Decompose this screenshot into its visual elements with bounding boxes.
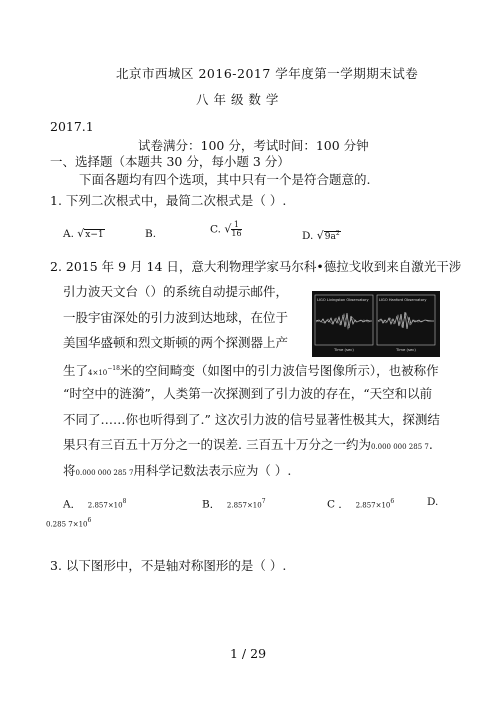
q2-option-d-label: D. <box>427 496 439 508</box>
q1-option-d: D. $√9a^2$ <box>302 229 340 242</box>
q2-line-1: 2. 2015 年 9 月 14 日，意大利物理学家马尔科•德拉戈收到来自激光干涉 <box>50 259 462 274</box>
left-plot-title: LIGO Livingston Observatory <box>317 298 369 302</box>
q2-line-7: 不同了……你也听得到了.” 这次引力波的信号显著性极其大，探测结 <box>63 412 440 427</box>
q1-option-c: C. √ $\frac{1}{16}$ <box>210 220 242 238</box>
q2-line-5: 生了$4\times 10^{-18}$米的空间畸变（如图中的引力波信号图像所示），也被称作 <box>63 363 439 379</box>
subject-title: 八 年 级 数 学 <box>196 92 279 107</box>
q2-line-6: “时空中的涟漪”，人类第一次探测到了引力波的存在，“天空和以前 <box>63 386 433 401</box>
q2-line-9: 将0.000 000 285 7用科学记数法表示应为（ ）. <box>63 463 292 478</box>
q2-option-d-value: 0.285 $7\times 10^6$ <box>46 517 92 529</box>
gravitational-wave-figure <box>312 291 440 357</box>
right-xlabel: Time (sec) <box>396 347 416 352</box>
q2-option-b: B． $2.857\times 10^7$ <box>202 498 266 511</box>
q2-line-4: 美国华盛顿和烈文斯顿的两个探测器上产 <box>63 335 289 350</box>
page-number: 1 / 29 <box>230 646 267 661</box>
section1-heading: 一、选择题（本题共 30 分，每小题 3 分） <box>50 154 290 169</box>
fraction: $\frac{1}{16}$ <box>231 220 242 238</box>
q2-line-8: 果只有三百五十万分之一的误差. 三百五十万分之一约为0.000 000 285 7. <box>63 437 433 452</box>
q2-option-c: C ． $2.857\times 10^6$ <box>327 498 395 511</box>
q2-line-3: 一股宇宙深处的引力波到达地球，在位于 <box>63 310 289 325</box>
wave-signal-plot <box>312 291 440 357</box>
exam-date: 2017.1 <box>50 119 94 134</box>
q1-option-a: A. √x−1 <box>63 227 104 240</box>
exam-info: 试卷满分：100 分，考试时间：100 分钟 <box>138 138 369 153</box>
q2-line-2: 引力波天文台（）的系统自动提示邮件， <box>63 284 289 299</box>
q1-stem: 1. 下列二次根式中，最简二次根式是（ ）. <box>50 193 287 208</box>
right-plot-title: LIGO Hanford Observatory <box>379 298 427 302</box>
q3-stem: 3. 以下图形中，不是轴对称图形的是（ ）. <box>50 558 287 573</box>
exam-title: 北京市西城区 2016-2017 学年度第一学期期末试卷 <box>116 66 419 81</box>
left-xlabel: Time (sec) <box>334 347 354 352</box>
q2-option-a: A． $2.857\times 10^8$ <box>63 498 127 511</box>
section1-instruction: 下面各题均有四个选项，其中只有一个是符合题意的. <box>79 172 371 187</box>
q1-option-b: B. <box>145 228 157 240</box>
